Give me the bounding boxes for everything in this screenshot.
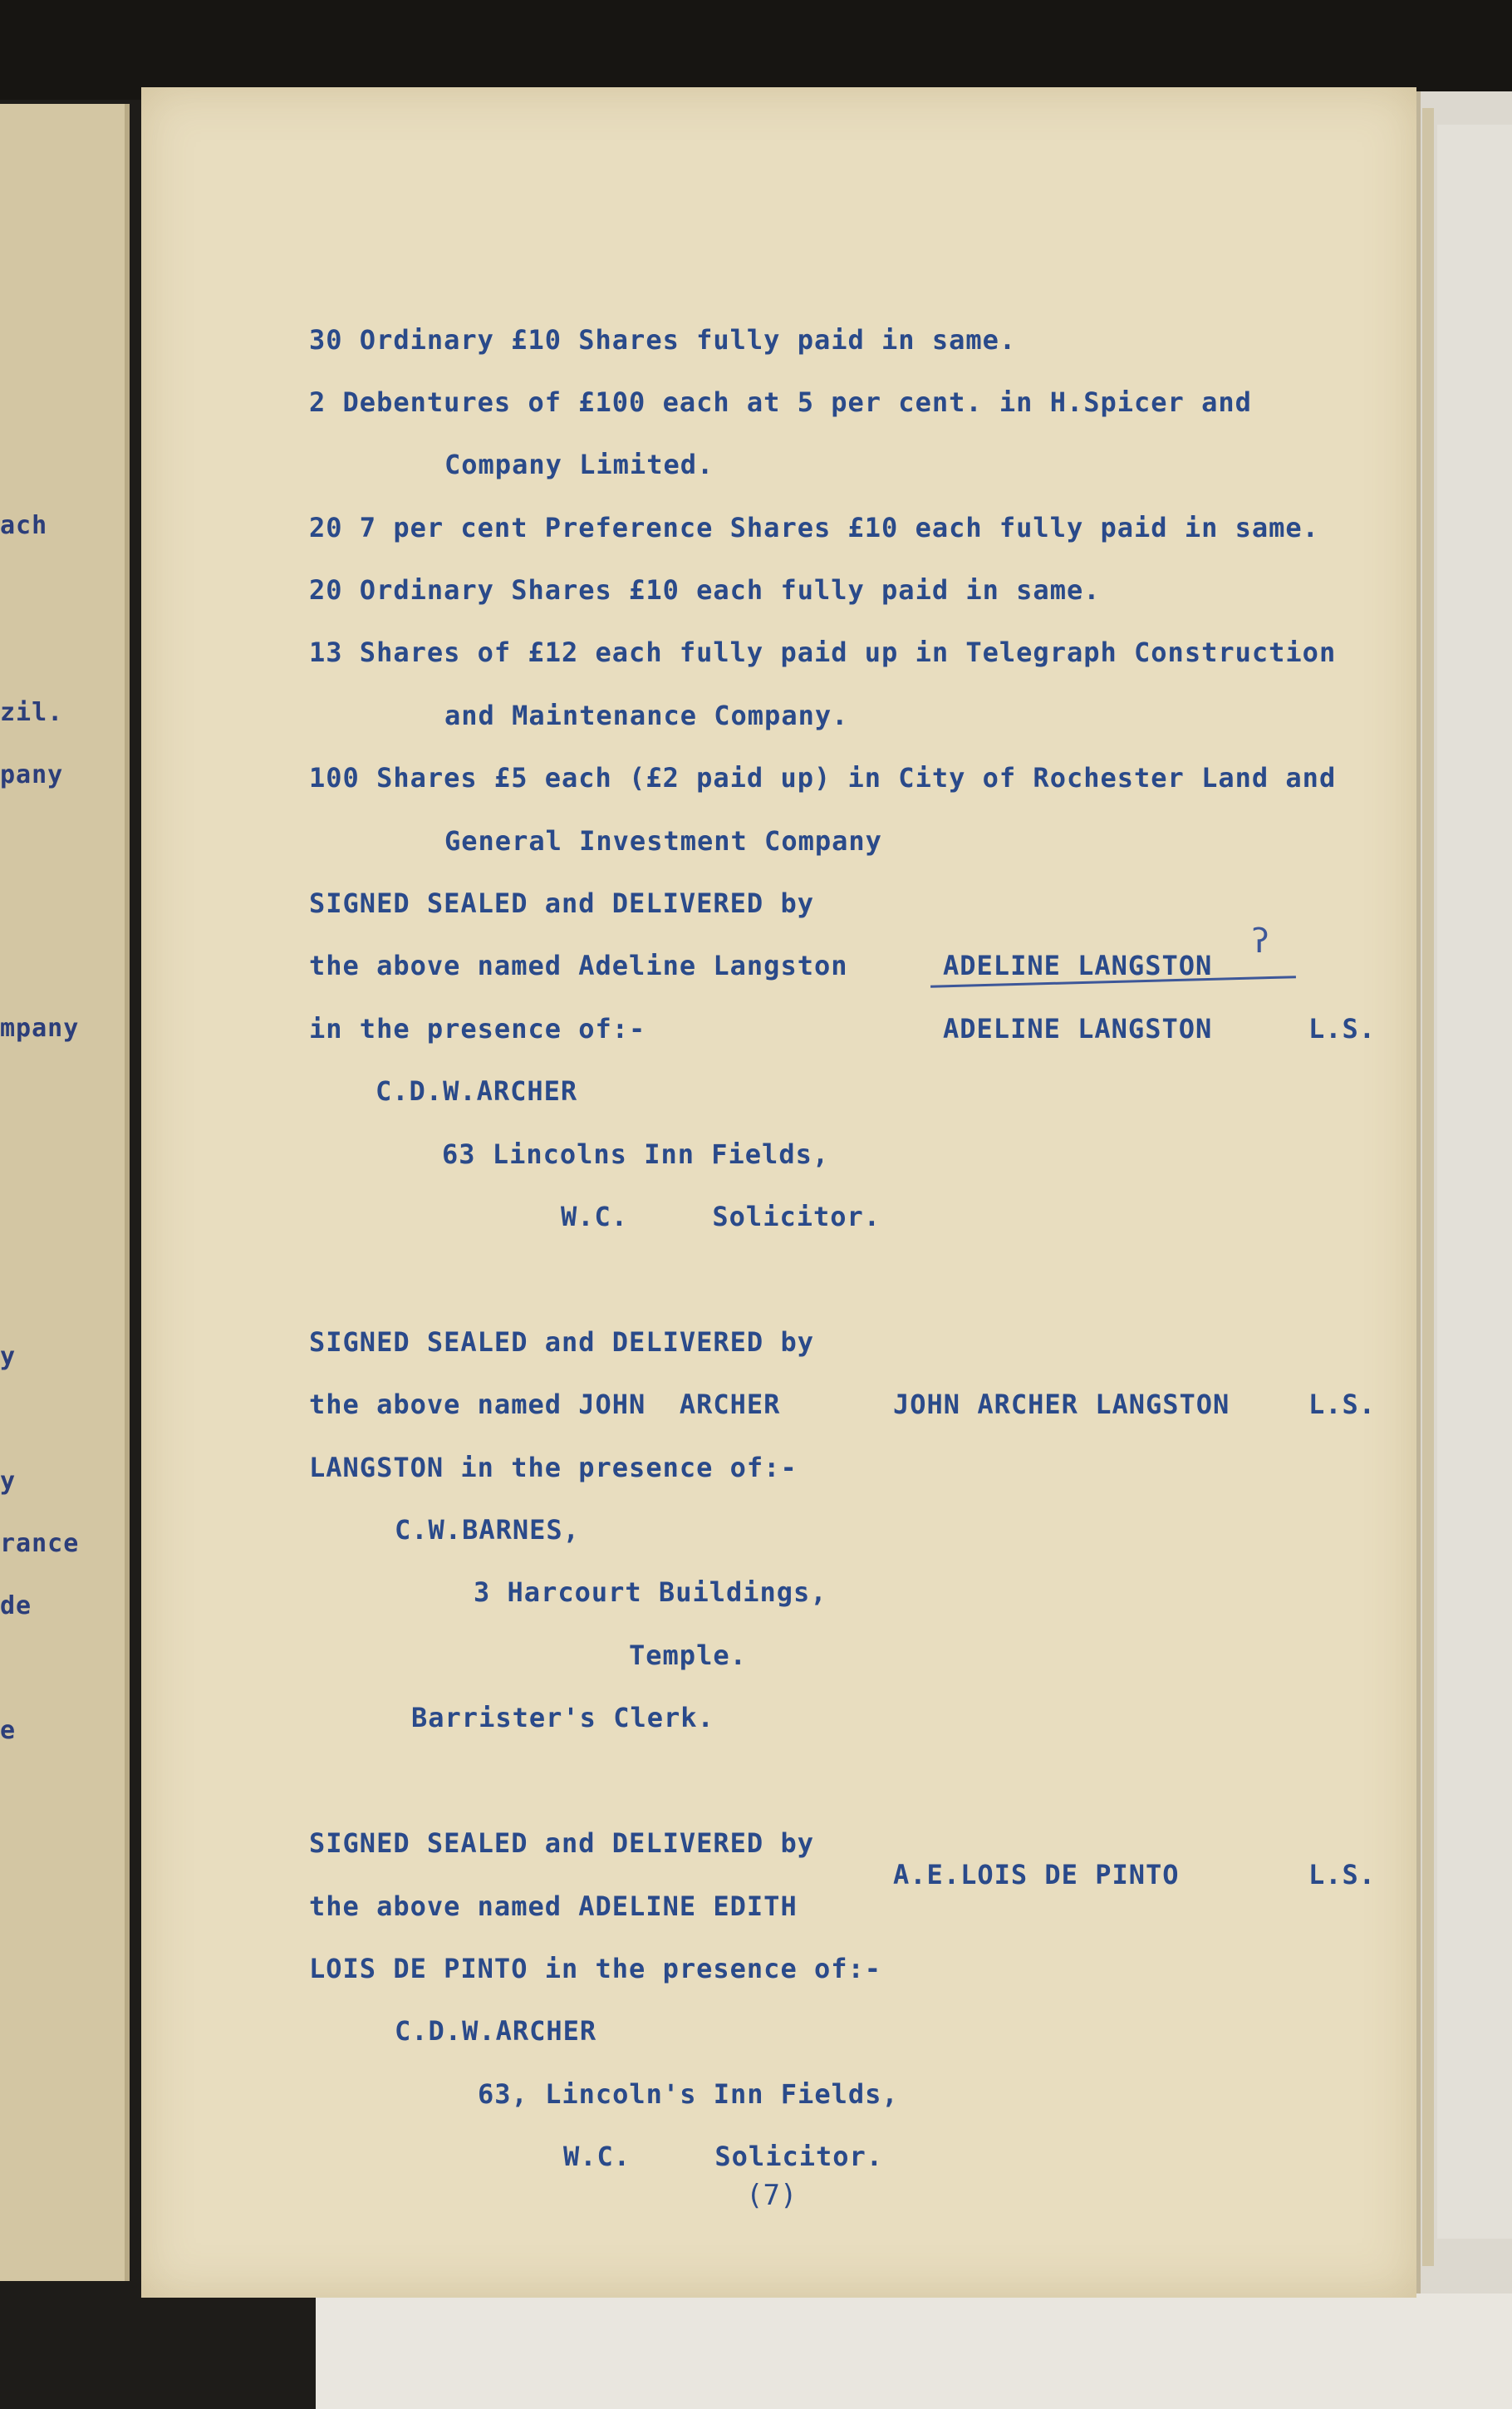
doc-line: Temple. — [629, 1640, 747, 1671]
doc-line: SIGNED SEALED and DELIVERED by — [309, 1827, 814, 1859]
left-fragment: pany — [0, 760, 64, 789]
doc-line: in the presence of:- — [309, 1013, 646, 1045]
doc-line: Barrister's Clerk. — [411, 1702, 714, 1733]
left-fragment: e — [0, 1716, 17, 1745]
doc-line: 30 Ordinary £10 Shares fully paid in same. — [309, 324, 1017, 356]
left-fragment: de — [0, 1591, 32, 1620]
doc-line: 63, Lincoln's Inn Fields, — [478, 2078, 899, 2110]
doc-line: SIGNED SEALED and DELIVERED by — [309, 887, 814, 919]
seal-mark: L.S. — [1308, 1859, 1377, 1890]
signature: A.E.LOIS DE PINTO — [893, 1859, 1180, 1890]
underlying-paper — [316, 2293, 1512, 2409]
left-page — [0, 104, 130, 2281]
doc-line: 3 Harcourt Buildings, — [474, 1576, 827, 1608]
page-edge — [1422, 108, 1434, 2266]
signature: ADELINE LANGSTON — [943, 1013, 1213, 1045]
page-edge — [1437, 125, 1512, 2239]
doc-line: 20 7 per cent Preference Shares £10 each fully paid in same. — [309, 512, 1319, 543]
tick-mark-icon: ʔ — [1250, 922, 1271, 961]
doc-line: C.D.W.ARCHER — [395, 2015, 597, 2047]
doc-line: General Investment Company — [444, 825, 882, 857]
doc-line: Company Limited. — [444, 449, 714, 480]
doc-line: C.W.BARNES, — [395, 1514, 580, 1546]
doc-line: 2 Debentures of £100 each at 5 per cent. in H.Spicer and — [309, 386, 1252, 418]
page-number: (7) — [746, 2179, 798, 2212]
doc-line: LOIS DE PINTO in the presence of:- — [309, 1953, 882, 1984]
doc-line: the above named JOHN ARCHER — [309, 1389, 781, 1420]
left-fragment: ach — [0, 511, 48, 540]
doc-line: W.C. Solicitor. — [563, 2141, 884, 2172]
doc-line: the above named ADELINE EDITH — [309, 1890, 798, 1922]
left-fragment: mpany — [0, 1014, 80, 1043]
doc-line: SIGNED SEALED and DELIVERED by — [309, 1326, 814, 1358]
background-dark — [0, 0, 1512, 100]
signature: JOHN ARCHER LANGSTON — [893, 1389, 1230, 1420]
doc-line: the above named Adeline Langston — [309, 950, 848, 981]
doc-line: 63 Lincolns Inn Fields, — [442, 1138, 830, 1170]
doc-line: 20 Ordinary Shares £10 each fully paid in same. — [309, 574, 1101, 606]
doc-line: W.C. Solicitor. — [561, 1201, 881, 1232]
left-fragment: y — [0, 1467, 17, 1496]
left-fragment: rance — [0, 1529, 80, 1558]
doc-line: 100 Shares £5 each (£2 paid up) in City of Rochester Land and — [309, 762, 1337, 794]
doc-line: and Maintenance Company. — [444, 700, 849, 731]
doc-line: C.D.W.ARCHER — [376, 1075, 578, 1107]
seal-mark: L.S. — [1308, 1013, 1377, 1045]
page-stack-edge — [1404, 91, 1512, 2293]
doc-line: 13 Shares of £12 each fully paid up in Telegraph Construction — [309, 637, 1337, 668]
seal-mark: L.S. — [1308, 1389, 1377, 1420]
doc-line: LANGSTON in the presence of:- — [309, 1452, 798, 1483]
left-fragment: zil. — [0, 698, 64, 727]
left-fragment: y — [0, 1342, 17, 1371]
signature: ADELINE LANGSTON — [943, 950, 1213, 981]
